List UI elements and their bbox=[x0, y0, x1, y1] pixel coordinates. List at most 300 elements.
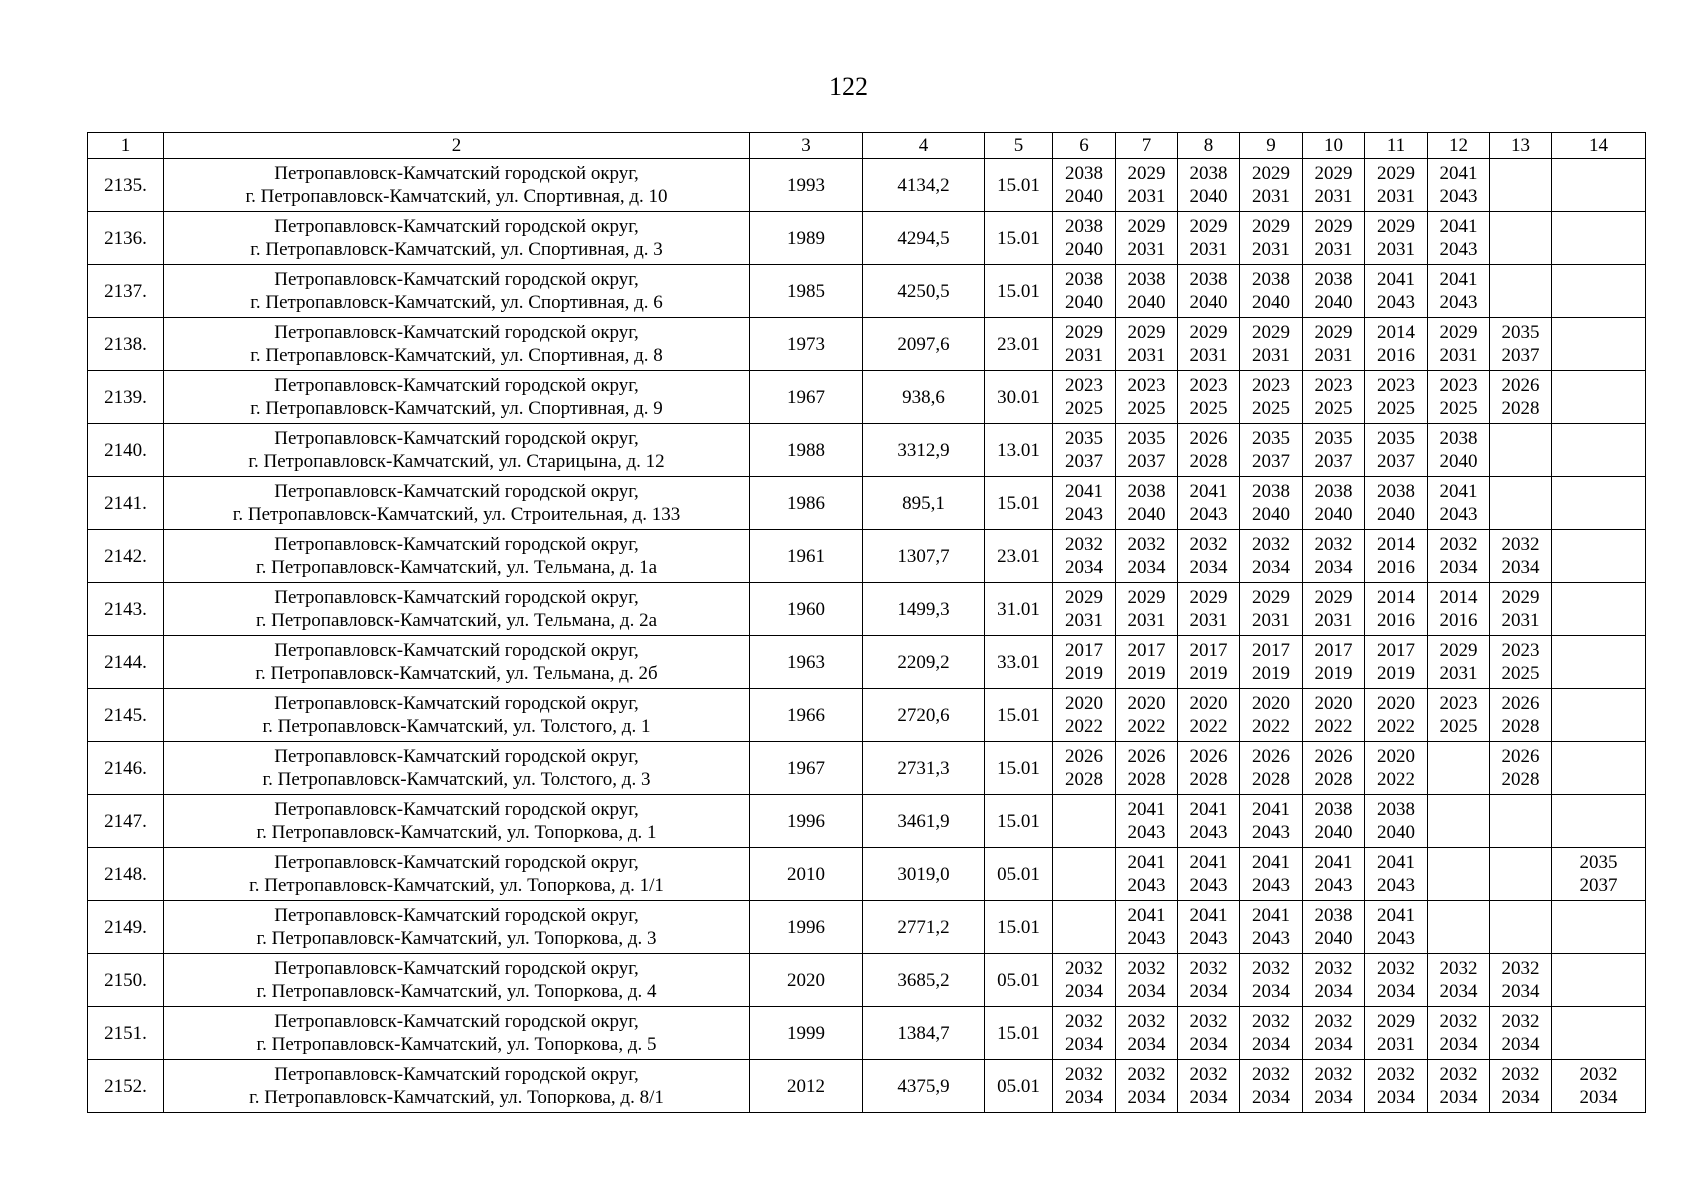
period-cell bbox=[1116, 318, 1178, 371]
table-row bbox=[88, 424, 1646, 477]
period-cell bbox=[1178, 1007, 1240, 1060]
period-end: 2028 bbox=[1065, 769, 1103, 790]
period-start: 2041 bbox=[1189, 852, 1228, 873]
address-line: Петропавловск-Камчатский городской округ, bbox=[274, 428, 639, 449]
period-start: 2035 bbox=[1579, 852, 1618, 873]
period-start: 2032 bbox=[1065, 958, 1103, 979]
table-row bbox=[88, 530, 1646, 583]
column-header: 2 bbox=[164, 133, 750, 159]
period-cell bbox=[1240, 1007, 1303, 1060]
period-end: 2031 bbox=[1314, 186, 1353, 207]
period-end: 2034 bbox=[1127, 1087, 1166, 1108]
period-end: 2028 bbox=[1501, 716, 1540, 737]
period-cell bbox=[1240, 477, 1303, 530]
area-cell: 2720,6 bbox=[863, 689, 985, 742]
housing-table bbox=[87, 132, 1646, 1113]
period-start: 2035 bbox=[1314, 428, 1353, 449]
period-end: 2040 bbox=[1252, 504, 1290, 525]
period-cell bbox=[1490, 848, 1552, 901]
period-cell bbox=[1428, 371, 1490, 424]
period-end: 2031 bbox=[1252, 186, 1290, 207]
address-cell bbox=[164, 477, 750, 530]
table-row bbox=[88, 159, 1646, 212]
year-cell: 2012 bbox=[750, 1060, 863, 1113]
year-cell: 1973 bbox=[750, 318, 863, 371]
period-end: 2034 bbox=[1439, 1034, 1478, 1055]
period-cell bbox=[1303, 318, 1365, 371]
code-cell: 13.01 bbox=[985, 424, 1053, 477]
table-body bbox=[88, 159, 1646, 1113]
table-row bbox=[88, 795, 1646, 848]
period-cell bbox=[1116, 954, 1178, 1007]
period-end: 2031 bbox=[1189, 239, 1228, 260]
period-end: 2028 bbox=[1314, 769, 1353, 790]
period-start: 2032 bbox=[1189, 958, 1228, 979]
period-end: 2037 bbox=[1501, 345, 1540, 366]
period-start: 2032 bbox=[1439, 534, 1478, 555]
period-end: 2043 bbox=[1439, 239, 1478, 260]
address-cell bbox=[164, 1060, 750, 1113]
period-end: 2031 bbox=[1314, 610, 1353, 631]
table-row bbox=[88, 636, 1646, 689]
row-number: 2145. bbox=[88, 689, 164, 742]
period-start: 2029 bbox=[1314, 216, 1353, 237]
period-start: 2032 bbox=[1252, 534, 1290, 555]
period-start: 2029 bbox=[1127, 216, 1166, 237]
address-line: г. Петропавловск-Камчатский, ул. Тельмана, д. 2б bbox=[255, 663, 658, 684]
period-end: 2025 bbox=[1127, 398, 1166, 419]
row-number: 2142. bbox=[88, 530, 164, 583]
year-cell: 1967 bbox=[750, 742, 863, 795]
period-cell bbox=[1178, 742, 1240, 795]
period-end: 2040 bbox=[1314, 928, 1353, 949]
period-start: 2038 bbox=[1314, 269, 1353, 290]
period-start: 2029 bbox=[1377, 216, 1415, 237]
period-cell bbox=[1303, 212, 1365, 265]
period-end: 2031 bbox=[1314, 345, 1353, 366]
period-end: 2025 bbox=[1439, 716, 1478, 737]
period-cell bbox=[1053, 1007, 1116, 1060]
code-cell: 15.01 bbox=[985, 742, 1053, 795]
address-line: Петропавловск-Камчатский городской округ, bbox=[274, 905, 639, 926]
period-start: 2032 bbox=[1065, 1011, 1103, 1032]
period-end: 2031 bbox=[1377, 1034, 1415, 1055]
period-cell bbox=[1303, 795, 1365, 848]
period-start: 2029 bbox=[1377, 163, 1415, 184]
period-start: 2041 bbox=[1377, 905, 1415, 926]
period-cell bbox=[1552, 689, 1646, 742]
column-header: 9 bbox=[1240, 133, 1303, 159]
period-start: 2029 bbox=[1065, 322, 1103, 343]
period-cell bbox=[1178, 424, 1240, 477]
period-end: 2019 bbox=[1314, 663, 1353, 684]
period-cell bbox=[1490, 477, 1552, 530]
year-cell: 1996 bbox=[750, 901, 863, 954]
period-cell bbox=[1365, 583, 1428, 636]
period-cell bbox=[1178, 1060, 1240, 1113]
period-end: 2022 bbox=[1252, 716, 1290, 737]
period-start: 2026 bbox=[1189, 746, 1228, 767]
period-start: 2029 bbox=[1065, 587, 1103, 608]
period-cell bbox=[1053, 636, 1116, 689]
period-cell bbox=[1490, 742, 1552, 795]
period-cell bbox=[1240, 636, 1303, 689]
period-cell bbox=[1365, 954, 1428, 1007]
period-cell bbox=[1365, 1007, 1428, 1060]
row-number: 2152. bbox=[88, 1060, 164, 1113]
period-start: 2032 bbox=[1189, 1064, 1228, 1085]
period-end: 2034 bbox=[1252, 1087, 1290, 1108]
period-cell bbox=[1053, 477, 1116, 530]
period-cell bbox=[1303, 477, 1365, 530]
address-cell bbox=[164, 318, 750, 371]
period-cell bbox=[1116, 901, 1178, 954]
period-cell bbox=[1365, 848, 1428, 901]
column-header: 4 bbox=[863, 133, 985, 159]
period-start: 2029 bbox=[1439, 322, 1478, 343]
period-cell bbox=[1552, 371, 1646, 424]
address-line: Петропавловск-Камчатский городской округ, bbox=[274, 587, 639, 608]
period-start: 2020 bbox=[1377, 693, 1415, 714]
year-cell: 1960 bbox=[750, 583, 863, 636]
area-cell: 4294,5 bbox=[863, 212, 985, 265]
period-start: 2032 bbox=[1579, 1064, 1618, 1085]
period-cell bbox=[1116, 795, 1178, 848]
period-start: 2038 bbox=[1189, 163, 1228, 184]
period-start: 2029 bbox=[1252, 322, 1290, 343]
address-line: г. Петропавловск-Камчатский, ул. Спортивная, д. 9 bbox=[250, 398, 663, 419]
period-cell bbox=[1303, 371, 1365, 424]
period-cell bbox=[1053, 954, 1116, 1007]
period-cell bbox=[1365, 318, 1428, 371]
period-end: 2022 bbox=[1065, 716, 1103, 737]
period-cell bbox=[1552, 318, 1646, 371]
period-end: 2040 bbox=[1377, 822, 1415, 843]
table-header-row bbox=[88, 133, 1646, 159]
period-end: 2031 bbox=[1314, 239, 1353, 260]
row-number: 2141. bbox=[88, 477, 164, 530]
address-line: г. Петропавловск-Камчатский, ул. Топоркова, д. 8/1 bbox=[249, 1087, 664, 1108]
period-start: 2038 bbox=[1439, 428, 1478, 449]
period-end: 2016 bbox=[1377, 345, 1415, 366]
code-cell: 05.01 bbox=[985, 1060, 1053, 1113]
table-row bbox=[88, 1007, 1646, 1060]
address-cell bbox=[164, 901, 750, 954]
period-start: 2032 bbox=[1501, 958, 1540, 979]
period-cell bbox=[1303, 742, 1365, 795]
period-cell bbox=[1240, 742, 1303, 795]
address-line: Петропавловск-Камчатский городской округ, bbox=[274, 534, 639, 555]
period-end: 2028 bbox=[1501, 769, 1540, 790]
period-start: 2023 bbox=[1439, 693, 1478, 714]
column-header: 6 bbox=[1053, 133, 1116, 159]
period-start: 2020 bbox=[1314, 693, 1353, 714]
period-cell bbox=[1053, 318, 1116, 371]
address-line: Петропавловск-Камчатский городской округ, bbox=[274, 269, 639, 290]
period-cell bbox=[1116, 742, 1178, 795]
period-start: 2032 bbox=[1127, 534, 1166, 555]
period-start: 2026 bbox=[1065, 746, 1103, 767]
period-end: 2016 bbox=[1439, 610, 1478, 631]
address-line: г. Петропавловск-Камчатский, ул. Спортивная, д. 8 bbox=[250, 345, 663, 366]
period-cell bbox=[1428, 689, 1490, 742]
period-start: 2029 bbox=[1127, 163, 1166, 184]
row-number: 2135. bbox=[88, 159, 164, 212]
address-line: Петропавловск-Камчатский городской округ, bbox=[274, 693, 639, 714]
code-cell: 15.01 bbox=[985, 477, 1053, 530]
period-cell bbox=[1240, 1060, 1303, 1113]
period-start: 2038 bbox=[1189, 269, 1228, 290]
period-end: 2043 bbox=[1127, 928, 1166, 949]
period-cell bbox=[1365, 795, 1428, 848]
period-cell bbox=[1053, 848, 1116, 901]
period-end: 2037 bbox=[1377, 451, 1415, 472]
year-cell: 1985 bbox=[750, 265, 863, 318]
period-start: 2035 bbox=[1501, 322, 1540, 343]
period-cell bbox=[1490, 265, 1552, 318]
period-cell bbox=[1490, 636, 1552, 689]
period-end: 2034 bbox=[1314, 1034, 1353, 1055]
period-start: 2032 bbox=[1314, 958, 1353, 979]
address-cell bbox=[164, 265, 750, 318]
period-end: 2034 bbox=[1439, 1087, 1478, 1108]
period-cell bbox=[1365, 265, 1428, 318]
period-start: 2017 bbox=[1314, 640, 1353, 661]
period-start: 2023 bbox=[1314, 375, 1353, 396]
address-line: Петропавловск-Камчатский городской округ, bbox=[274, 375, 639, 396]
period-end: 2031 bbox=[1189, 345, 1228, 366]
period-start: 2041 bbox=[1189, 481, 1228, 502]
period-cell bbox=[1178, 318, 1240, 371]
period-end: 2040 bbox=[1127, 292, 1166, 313]
address-line: Петропавловск-Камчатский городской округ, bbox=[274, 958, 639, 979]
period-end: 2043 bbox=[1127, 875, 1166, 896]
period-cell bbox=[1303, 424, 1365, 477]
period-end: 2043 bbox=[1439, 186, 1478, 207]
period-start: 2029 bbox=[1377, 1011, 1415, 1032]
period-end: 2031 bbox=[1439, 663, 1478, 684]
row-number: 2140. bbox=[88, 424, 164, 477]
period-start: 2041 bbox=[1127, 905, 1166, 926]
area-cell: 3019,0 bbox=[863, 848, 985, 901]
period-start: 2026 bbox=[1501, 693, 1540, 714]
address-line: г. Петропавловск-Камчатский, ул. Спортивная, д. 3 bbox=[250, 239, 663, 260]
row-number: 2143. bbox=[88, 583, 164, 636]
address-line: г. Петропавловск-Камчатский, ул. Топоркова, д. 5 bbox=[256, 1034, 657, 1055]
period-cell bbox=[1490, 212, 1552, 265]
period-cell bbox=[1303, 689, 1365, 742]
area-cell: 4375,9 bbox=[863, 1060, 985, 1113]
area-cell: 4250,5 bbox=[863, 265, 985, 318]
period-start: 2032 bbox=[1439, 1064, 1478, 1085]
period-cell bbox=[1053, 795, 1116, 848]
area-cell: 2771,2 bbox=[863, 901, 985, 954]
period-end: 2022 bbox=[1127, 716, 1166, 737]
period-cell bbox=[1490, 318, 1552, 371]
period-end: 2043 bbox=[1065, 504, 1103, 525]
period-start: 2032 bbox=[1065, 1064, 1103, 1085]
area-cell: 2209,2 bbox=[863, 636, 985, 689]
period-end: 2022 bbox=[1377, 716, 1415, 737]
period-cell bbox=[1053, 212, 1116, 265]
row-number: 2147. bbox=[88, 795, 164, 848]
period-start: 2026 bbox=[1189, 428, 1228, 449]
period-start: 2026 bbox=[1314, 746, 1353, 767]
year-cell: 2020 bbox=[750, 954, 863, 1007]
period-end: 2031 bbox=[1252, 239, 1290, 260]
period-end: 2025 bbox=[1501, 663, 1540, 684]
code-cell: 15.01 bbox=[985, 689, 1053, 742]
year-cell: 1988 bbox=[750, 424, 863, 477]
period-start: 2014 bbox=[1439, 587, 1478, 608]
period-start: 2029 bbox=[1314, 163, 1353, 184]
table-row bbox=[88, 265, 1646, 318]
code-cell: 15.01 bbox=[985, 212, 1053, 265]
period-cell bbox=[1552, 583, 1646, 636]
period-end: 2031 bbox=[1065, 610, 1103, 631]
period-cell bbox=[1116, 583, 1178, 636]
column-header: 1 bbox=[88, 133, 164, 159]
address-cell bbox=[164, 636, 750, 689]
area-cell: 3312,9 bbox=[863, 424, 985, 477]
period-end: 2040 bbox=[1065, 239, 1103, 260]
period-cell bbox=[1552, 901, 1646, 954]
column-header: 5 bbox=[985, 133, 1053, 159]
period-cell bbox=[1303, 583, 1365, 636]
period-end: 2031 bbox=[1501, 610, 1540, 631]
period-cell bbox=[1053, 901, 1116, 954]
period-cell bbox=[1178, 795, 1240, 848]
address-cell bbox=[164, 371, 750, 424]
period-start: 2038 bbox=[1127, 481, 1166, 502]
period-end: 2031 bbox=[1127, 610, 1166, 631]
period-cell bbox=[1365, 636, 1428, 689]
area-cell: 2097,6 bbox=[863, 318, 985, 371]
address-line: г. Петропавловск-Камчатский, ул. Тельмана, д. 1а bbox=[255, 557, 658, 578]
period-cell bbox=[1303, 159, 1365, 212]
period-end: 2043 bbox=[1314, 875, 1353, 896]
period-end: 2037 bbox=[1127, 451, 1166, 472]
period-start: 2029 bbox=[1127, 587, 1166, 608]
period-start: 2041 bbox=[1189, 799, 1228, 820]
year-cell: 1967 bbox=[750, 371, 863, 424]
period-start: 2041 bbox=[1127, 852, 1166, 873]
period-end: 2031 bbox=[1127, 345, 1166, 366]
period-start: 2029 bbox=[1189, 216, 1228, 237]
area-cell: 1384,7 bbox=[863, 1007, 985, 1060]
address-line: г. Петропавловск-Камчатский, ул. Старицына, д. 12 bbox=[248, 451, 665, 472]
period-cell bbox=[1552, 742, 1646, 795]
period-cell bbox=[1365, 1060, 1428, 1113]
period-start: 2041 bbox=[1065, 481, 1103, 502]
period-end: 2034 bbox=[1252, 557, 1290, 578]
period-cell bbox=[1240, 901, 1303, 954]
period-start: 2029 bbox=[1314, 322, 1353, 343]
period-end: 2016 bbox=[1377, 557, 1415, 578]
period-cell bbox=[1116, 477, 1178, 530]
period-cell bbox=[1053, 371, 1116, 424]
period-cell bbox=[1490, 530, 1552, 583]
period-cell bbox=[1303, 1060, 1365, 1113]
period-end: 2043 bbox=[1189, 875, 1228, 896]
period-cell bbox=[1428, 1007, 1490, 1060]
period-start: 2020 bbox=[1189, 693, 1228, 714]
period-end: 2025 bbox=[1439, 398, 1478, 419]
row-number: 2148. bbox=[88, 848, 164, 901]
period-start: 2041 bbox=[1439, 216, 1478, 237]
period-end: 2034 bbox=[1377, 1087, 1415, 1108]
period-start: 2035 bbox=[1252, 428, 1290, 449]
period-cell bbox=[1303, 954, 1365, 1007]
period-cell bbox=[1116, 636, 1178, 689]
period-end: 2019 bbox=[1252, 663, 1290, 684]
period-cell bbox=[1116, 689, 1178, 742]
period-cell bbox=[1365, 371, 1428, 424]
period-start: 2023 bbox=[1127, 375, 1166, 396]
period-start: 2029 bbox=[1127, 322, 1166, 343]
code-cell: 31.01 bbox=[985, 583, 1053, 636]
period-start: 2023 bbox=[1377, 375, 1415, 396]
code-cell: 05.01 bbox=[985, 848, 1053, 901]
period-cell bbox=[1428, 795, 1490, 848]
year-cell: 1966 bbox=[750, 689, 863, 742]
period-cell bbox=[1552, 477, 1646, 530]
period-end: 2025 bbox=[1252, 398, 1290, 419]
period-start: 2032 bbox=[1252, 1011, 1290, 1032]
period-cell bbox=[1053, 583, 1116, 636]
period-end: 2040 bbox=[1189, 186, 1228, 207]
period-cell bbox=[1053, 424, 1116, 477]
period-end: 2034 bbox=[1377, 981, 1415, 1002]
period-start: 2035 bbox=[1377, 428, 1415, 449]
period-cell bbox=[1428, 265, 1490, 318]
period-start: 2029 bbox=[1501, 587, 1540, 608]
address-line: Петропавловск-Камчатский городской округ, bbox=[274, 163, 639, 184]
period-end: 2025 bbox=[1377, 398, 1415, 419]
address-cell bbox=[164, 689, 750, 742]
period-start: 2041 bbox=[1252, 905, 1290, 926]
period-start: 2032 bbox=[1377, 1064, 1415, 1085]
address-line: Петропавловск-Камчатский городской округ, bbox=[274, 1011, 639, 1032]
area-cell: 2731,3 bbox=[863, 742, 985, 795]
period-cell bbox=[1178, 848, 1240, 901]
row-number: 2144. bbox=[88, 636, 164, 689]
address-line: г. Петропавловск-Камчатский, ул. Топоркова, д. 1 bbox=[256, 822, 657, 843]
period-end: 2034 bbox=[1439, 981, 1478, 1002]
period-start: 2020 bbox=[1377, 746, 1415, 767]
area-cell: 1307,7 bbox=[863, 530, 985, 583]
period-cell bbox=[1365, 424, 1428, 477]
column-header: 10 bbox=[1303, 133, 1365, 159]
year-cell: 1963 bbox=[750, 636, 863, 689]
period-cell bbox=[1178, 212, 1240, 265]
period-end: 2040 bbox=[1065, 186, 1103, 207]
row-number: 2137. bbox=[88, 265, 164, 318]
period-cell bbox=[1552, 530, 1646, 583]
address-line: Петропавловск-Камчатский городской округ, bbox=[274, 481, 639, 502]
period-end: 2034 bbox=[1189, 1087, 1228, 1108]
period-cell bbox=[1303, 530, 1365, 583]
period-cell bbox=[1428, 159, 1490, 212]
period-end: 2043 bbox=[1252, 928, 1290, 949]
period-start: 2038 bbox=[1127, 269, 1166, 290]
address-line: Петропавловск-Камчатский городской округ, bbox=[274, 746, 639, 767]
period-end: 2037 bbox=[1252, 451, 1290, 472]
code-cell: 30.01 bbox=[985, 371, 1053, 424]
period-cell bbox=[1053, 530, 1116, 583]
period-start: 2038 bbox=[1252, 269, 1290, 290]
period-end: 2034 bbox=[1065, 1034, 1103, 1055]
